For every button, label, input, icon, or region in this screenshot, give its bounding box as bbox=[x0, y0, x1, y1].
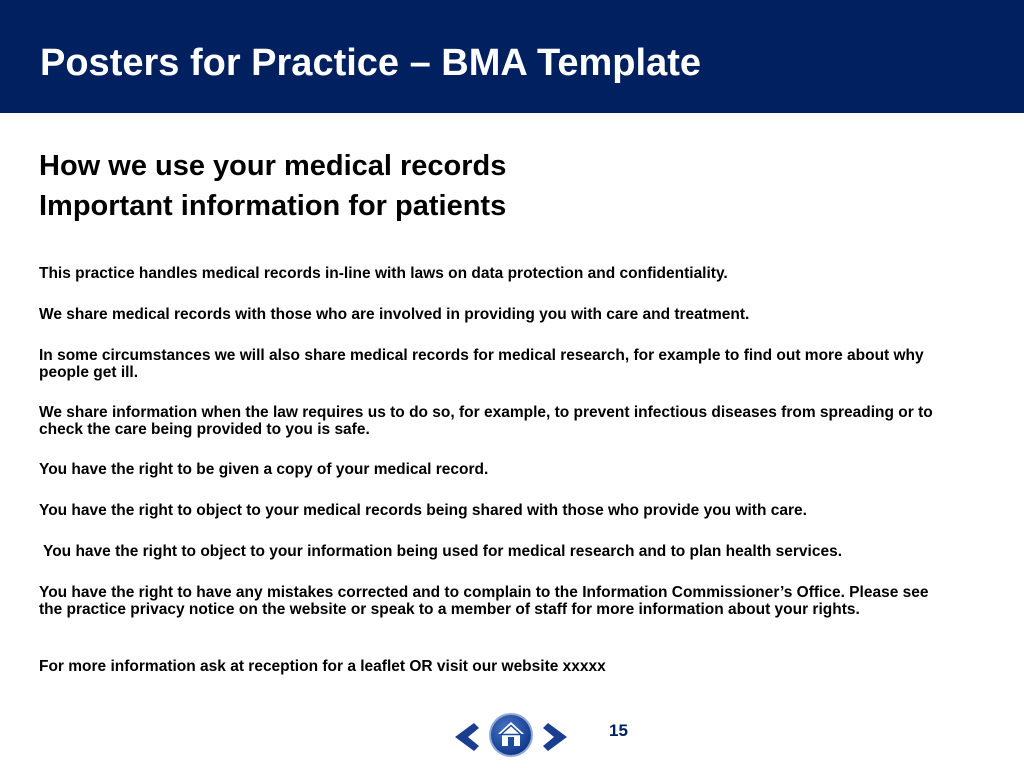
poster-heading-line-2: Important information for patients bbox=[39, 190, 507, 222]
slide-header bbox=[0, 0, 1024, 113]
chevron-left-icon bbox=[450, 721, 482, 753]
next-slide-button[interactable] bbox=[540, 721, 572, 753]
paragraph-right-to-copy: You have the right to be given a copy of your medical record. bbox=[39, 461, 489, 478]
paragraph-more-information: For more information ask at reception for a leaflet OR visit our website xxxxx bbox=[39, 658, 606, 675]
chevron-right-icon bbox=[540, 721, 572, 753]
paragraph-data-protection: This practice handles medical records in-line with laws on data protection and confidentiality. bbox=[39, 265, 728, 282]
poster-heading-line-1: How we use your medical records bbox=[39, 150, 507, 182]
paragraph-right-to-object-care: You have the right to object to your medical records being shared with those who provide you with care. bbox=[39, 502, 807, 519]
paragraph-legal-sharing: We share information when the law requires us to do so, for example, to prevent infectious diseases from spreading or to check the care being provided to you is safe. bbox=[39, 404, 933, 438]
slide-title: Posters for Practice – BMA Template bbox=[40, 42, 701, 84]
poster-heading bbox=[39, 146, 506, 226]
page-number: 15 bbox=[609, 721, 628, 740]
paragraph-right-to-object-research: You have the right to object to your information being used for medical research and to plan health services. bbox=[39, 543, 843, 560]
paragraph-sharing-care: We share medical records with those who are involved in providing you with care and treatment. bbox=[39, 306, 750, 323]
home-button[interactable] bbox=[488, 712, 534, 758]
previous-slide-button[interactable] bbox=[450, 721, 482, 753]
paragraph-corrections-complaints: You have the right to have any mistakes corrected and to complain to the Information Commissioner’s Office. Please see the practice privacy notice on the website or speak to a member of staff for more information about your rights. bbox=[39, 584, 929, 618]
paragraph-medical-research: In some circumstances we will also share medical records for medical research, for example to find out more about why people get ill. bbox=[39, 347, 924, 381]
home-icon bbox=[488, 712, 534, 758]
